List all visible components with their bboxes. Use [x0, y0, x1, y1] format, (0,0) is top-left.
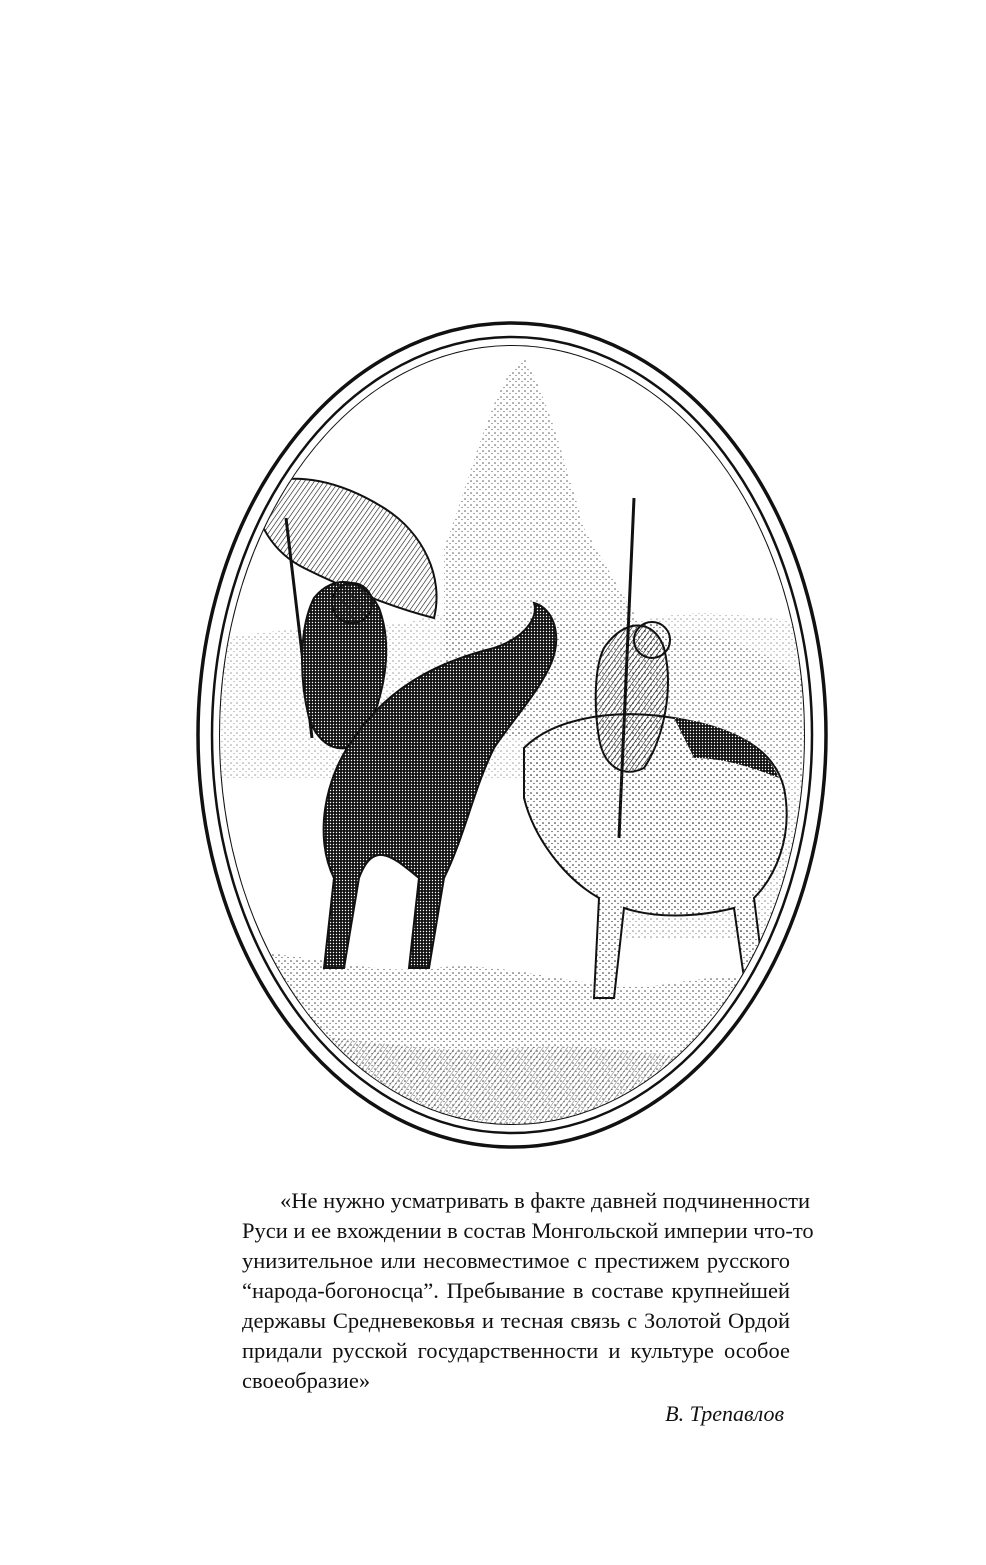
quote-line: «Не нужно усматривать в факте давней подчиненности	[280, 1188, 811, 1213]
quote-line: Руси и ее вхождении в состав Монгольской империи что-то	[242, 1218, 814, 1243]
quote-line: державы Средневековья и тесная связь с Золотой Ордой	[242, 1308, 790, 1333]
left-rider-head	[332, 583, 372, 623]
quote-line: своеобразие»	[242, 1368, 371, 1393]
quote-line: унизительное или несовместимое с престижем русского	[242, 1248, 790, 1273]
quote-author: В. Трепавлов	[665, 1401, 784, 1426]
quote-line: придали русской государственности и культуре особое	[242, 1338, 790, 1363]
right-rider-head	[634, 622, 670, 658]
engraving-svg	[194, 318, 830, 1152]
quote-line: “народа-богоносца”. Пребывание в составе крупнейшей	[242, 1278, 790, 1303]
epigraph-quote	[242, 1186, 814, 1429]
oval-engraving-illustration	[194, 318, 830, 1152]
